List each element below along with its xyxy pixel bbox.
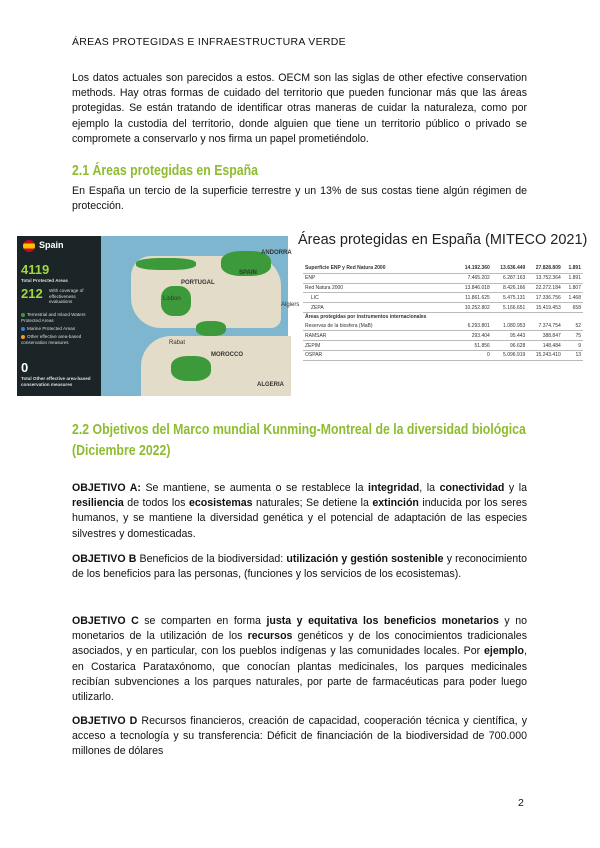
cell-value: 13.752.364 — [527, 273, 562, 283]
section-2-1-text: En España un tercio de la superficie terrestre y un 13% de sus costas tiene algún régimen de protección. — [72, 185, 527, 213]
text: , en Costarica Parataxónomo, que conocían plantas medicinales, los parques medicinales recibían subvenciones a los parques naturales, por parte de farmacéuticas para poder luego utilizarlo. — [72, 645, 527, 704]
protected-area — [171, 356, 211, 381]
emphasis: integridad — [368, 482, 420, 494]
cell-value: 5.096.919 — [492, 351, 527, 361]
objective-a — [72, 481, 527, 542]
cell-value: 1.807 — [563, 283, 583, 293]
objective-c — [72, 614, 527, 705]
cell-value: 15.243.410 — [527, 351, 562, 361]
legend-terrestrial-label: Terrestrial and Inland Waters Protected Areas — [21, 312, 86, 323]
row-label: Red Natura 2000 — [303, 283, 456, 293]
row-label: Reservas de la biosfera (MaB) — [303, 322, 456, 331]
emphasis: resiliencia — [72, 497, 124, 510]
text: de todos los — [123, 497, 189, 510]
cell-value: 14.192.360 — [456, 264, 491, 273]
stat-total-pa-label: Total Protected Areas — [21, 278, 68, 283]
cell-value: 148.484 — [527, 341, 562, 351]
emphasis: ejemplo — [484, 645, 525, 658]
map-label: Rabat — [169, 340, 186, 346]
cell-value: 658 — [563, 303, 583, 313]
row-label: OSPAR — [303, 351, 456, 361]
table-row — [303, 293, 583, 303]
stat-oecm-label: Total Other effective area-based conservation measures — [21, 376, 91, 387]
cell-value: 9 — [563, 341, 583, 351]
stat-evaluations: 212 — [21, 286, 43, 301]
section-heading-2-1: 2.1 Áreas protegidas en España — [72, 162, 258, 179]
text: y reconocimiento de los beneficios para las personas, (funciones y los servicios de los ecosistemas). — [72, 553, 527, 581]
emphasis: conectividad — [439, 482, 505, 494]
row-label: ZEPIM — [303, 341, 456, 351]
page-number: 2 — [518, 797, 524, 809]
map-sea — [101, 236, 300, 396]
running-header: ÁREAS PROTEGIDAS E INFRAESTRUCTURA VERDE — [72, 36, 346, 48]
cell-value: 96.628 — [492, 341, 527, 351]
intro-paragraph: Los datos actuales son parecidos a estos. OECM son las siglas de other efective conservation methods. Hay otras formas de cuidado del territorio que pueden funcionar más que las áreas protegidas. Se están tratando de identificar otras maneras de cuidar la naturaleza, como por ejemplo la custodia del territorio, donde alguien que tiene un territorio público o privado se compromete a conservarlo y nos firma un papel prometiéndolo. — [72, 72, 527, 145]
text: Se mantiene, se aumenta o se restablece la — [140, 482, 369, 494]
table-row — [303, 341, 583, 351]
protected-planet-map — [17, 236, 300, 396]
cell-value: 15.419.453 — [527, 303, 562, 313]
map-legend — [17, 236, 101, 396]
cell-value — [492, 312, 527, 321]
text: , la — [419, 482, 440, 494]
cell-value: 0 — [456, 351, 491, 361]
table-row — [303, 303, 583, 313]
emphasis: recursos — [247, 630, 293, 643]
stat-evaluations-label: With coverage of effectiveness evaluations — [49, 288, 84, 304]
table-row — [303, 351, 583, 361]
protected-area — [196, 321, 226, 336]
row-label: LIC — [303, 293, 456, 303]
emphasis: utilización y gestión sostenible — [286, 553, 444, 565]
emphasis: ecosistemas — [188, 497, 253, 510]
objective-a-label: OBJETIVO A: — [72, 482, 141, 494]
text: genéticos y de los conocimientos tradicionales asociados, y en particular, con los pueblos indígenas y las comunidades locales. Por — [72, 630, 527, 658]
spain-flag-icon — [23, 240, 35, 252]
section-heading-2-2: 2.2 Objetivos del Marco mundial Kunming-Montreal de la diversidad biológica (Diciembre 2022) — [72, 421, 526, 459]
cell-value — [456, 312, 491, 321]
cell-value: 6.287.163 — [492, 273, 527, 283]
table-row — [303, 273, 583, 283]
row-label: Áreas protegidas por instrumentos internacionales — [305, 314, 427, 321]
legend-oecm — [21, 334, 99, 345]
table-row — [303, 331, 583, 341]
cell-value: 7.465.202 — [456, 273, 491, 283]
table-row — [303, 264, 583, 273]
table-title: Áreas protegidas en España (MITECO 2021) — [298, 232, 588, 248]
map-label: Algiers — [281, 302, 300, 308]
protected-area — [136, 258, 196, 270]
table-row — [303, 312, 583, 321]
cell-value: 52 — [563, 322, 583, 331]
cell-value — [527, 312, 562, 321]
cell-value: 27.828.809 — [527, 264, 562, 273]
row-label: Superficie ENP y Red Natura 2000 — [303, 264, 456, 273]
cell-value: 95.443 — [492, 331, 527, 341]
map-label: ALGERIA — [257, 382, 284, 388]
cell-value: 1.891 — [563, 273, 583, 283]
cell-value: 388.847 — [527, 331, 562, 341]
map-label: MOROCCO — [211, 352, 243, 358]
objective-b — [72, 552, 527, 582]
text: Recursos financieros, creación de capacidad, cooperación técnica y científica, y acceso a tecnología y su transferencia: Déficit de financiación de la biodiversidad de 700.000 millones de dólares — [72, 715, 527, 758]
cell-value: 7.374.754 — [527, 322, 562, 331]
map-label: ANDORRA — [261, 250, 292, 256]
row-label: ENP — [303, 273, 456, 283]
cell-value: 6.293.801 — [456, 322, 491, 331]
stat-oecm: 0 — [21, 360, 29, 375]
cell-value: 13.636.449 — [492, 264, 527, 273]
cell-value: 11.861.625 — [456, 293, 491, 303]
text: y no monetarios de la utilización de los — [72, 615, 528, 643]
marine-dot-icon — [21, 327, 25, 331]
map-label: PORTUGAL — [181, 280, 215, 286]
cell-value: 10.252.802 — [456, 303, 491, 313]
cell-value: 293.404 — [456, 331, 491, 341]
objective-b-label: OBJETIVO B — [72, 553, 137, 565]
cell-value: 5.166.651 — [492, 303, 527, 313]
cell-value: 1.468 — [563, 293, 583, 303]
legend-oecm-label: Other effective area-based conservation measures — [21, 334, 82, 345]
row-label: ZEPA — [303, 303, 456, 313]
cell-value: 22.272.184 — [527, 283, 562, 293]
legend-marine-label: Marine Protected Areas — [27, 326, 76, 331]
table-row — [303, 322, 583, 331]
row-label: RAMSAR — [303, 331, 456, 341]
map-label: SPAIN — [239, 270, 257, 276]
legend-terrestrial — [21, 312, 99, 323]
objective-d — [72, 714, 527, 760]
text: naturales; Se detiene la — [252, 497, 373, 510]
emphasis: justa y equitativa los beneficios monetarios — [266, 615, 499, 627]
cell-value: 5.475.131 — [492, 293, 527, 303]
table-row — [303, 283, 583, 293]
cell-value: 1.891 — [563, 264, 583, 273]
legend-marine — [21, 326, 99, 332]
cell-value: 1.080.953 — [492, 322, 527, 331]
cell-value: 51.856 — [456, 341, 491, 351]
map-label: Lisbon — [163, 296, 181, 302]
cell-value: 75 — [563, 331, 583, 341]
text: se comparten en forma — [138, 615, 267, 627]
cell-value: 13.846.018 — [456, 283, 491, 293]
protected-areas-table — [303, 264, 583, 361]
stat-total-pa: 4119 — [21, 262, 50, 277]
map-country: Spain — [39, 240, 64, 250]
text: Beneficios de la biodiversidad: — [136, 553, 287, 565]
text: inducida por los seres humanos, y se mantiene la diversidad genética y el potencial de adaptación de las especies silvestres y domesticadas. — [72, 497, 528, 540]
cell-value — [563, 312, 583, 321]
oecm-dot-icon — [21, 335, 25, 339]
cell-value: 8.426.166 — [492, 283, 527, 293]
terrestrial-dot-icon — [21, 313, 25, 317]
objective-d-label: OBJETIVO D — [72, 715, 138, 727]
objective-c-label: OBJETIVO C — [72, 615, 139, 627]
emphasis: extinción — [372, 497, 419, 510]
text: y la — [504, 482, 528, 494]
cell-value: 17.336.756 — [527, 293, 562, 303]
cell-value: 13 — [563, 351, 583, 361]
